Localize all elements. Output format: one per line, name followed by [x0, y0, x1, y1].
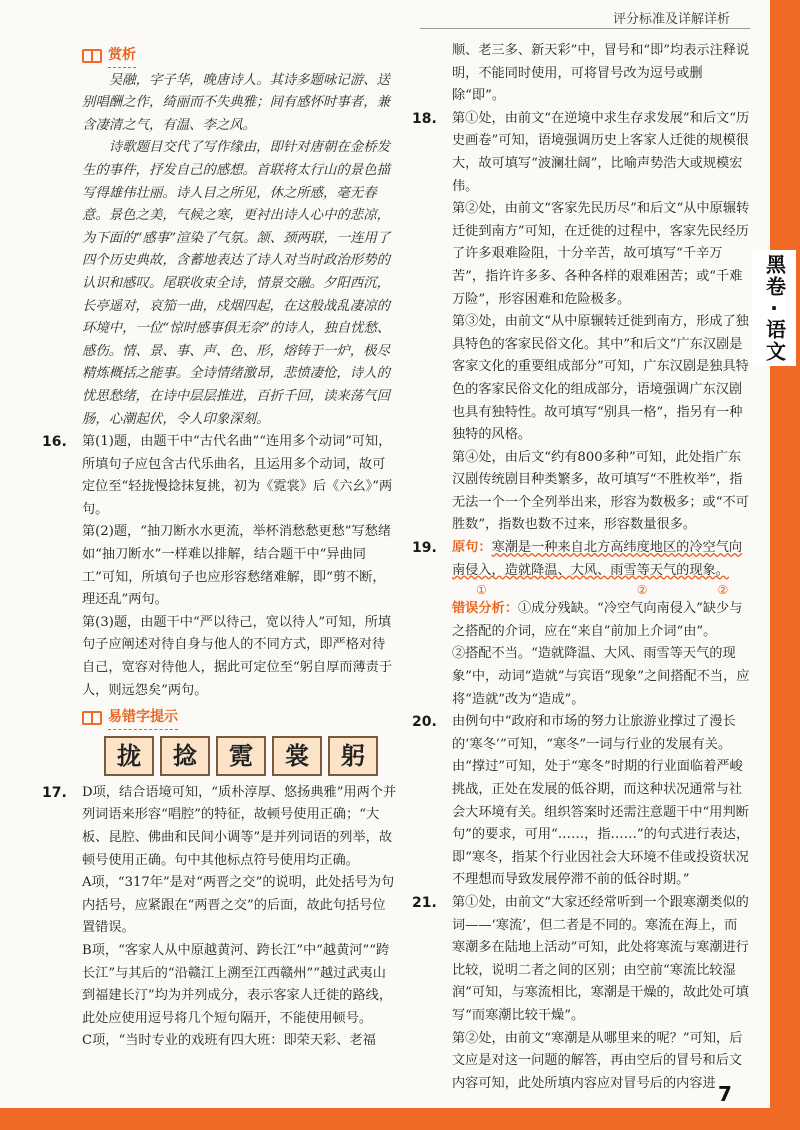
- original-text: 寒潮是一种来自北方高纬度地区的冷空气向南侵入，造就降温、大风、雨雪等天气的现象。: [452, 540, 743, 578]
- question-number: 20.: [412, 714, 437, 731]
- question-17-continued: [412, 40, 750, 108]
- answer-para: 第②处，由前文“客家先民历尽”和后文“从中原辗转迁徙到南方”可知，在迁徙的过程中，客家先民经历了许多艰难险阻，十分辛苦，故可填写“千辛万苦”，指许许多多、各种各样的艰难困苦；或“千难万险”，形容困难和危险极多。: [452, 201, 750, 307]
- answer-para: 顺、老三多、新天彩”中，冒号和“即”均表示注释说明，不能同时使用，可将冒号改为逗号或删除“即”。: [452, 43, 750, 104]
- right-margin-band: [770, 0, 800, 1108]
- answer-para: D项，结合语境可知，“质朴淳厚、悠扬典雅”用两个并列词语来形容“唱腔”的特征，故顿号使用正确；“大板、昆腔、佛曲和民间小调等”是并列词语的列举，故顿号使用正确。句中其他标点符号使用均正确。: [82, 784, 397, 868]
- answer-para: 第(1)题，由题干中“古代名曲”“连用多个动词”可知，所填句子应包含古代乐曲名，且运用多个动词，故可定位至“轻拢慢捻抹复挑，初为《霓裳》后《六幺》”两句。: [82, 434, 393, 517]
- side-tab-line2: 语文: [762, 318, 787, 363]
- answer-para: 由例句中“政府和市场的努力让旅游业撑过了漫长的‘寒冬’”可知，“寒冬”一词与行业的发展有关。由“撑过”可知，处于“寒冬”时期的行业面临着严峻挑战，正处在发展的低谷期，而这种状况通常与社会大环境有关。组织答案时还需注意题干中“用判断句”的要求，可用“……，指……”的句式进行表达，即“寒冬，指某个行业因社会大环境不佳或投资状况不理想而导致发展停滞不前的低谷时期。”: [452, 714, 750, 888]
- header-divider: [420, 28, 750, 29]
- answer-para: B项，“客家人从中原越黄河、跨长江”中“越黄河”“跨长江”与其后的“沿赣江上溯至江西赣州”“越过武夷山到福建长汀”均为并列成分，表示客家人迁徙的路线，此处应使用逗号将几个短句隔开，不能使用顿号。: [82, 942, 393, 1026]
- appreciation-text: [42, 70, 397, 432]
- right-column: [412, 40, 750, 1095]
- error-analysis: [452, 598, 750, 643]
- book-icon: [82, 49, 102, 63]
- error-mark: ①: [476, 583, 487, 598]
- question-20: [412, 711, 750, 892]
- appreciation-heading: [82, 44, 397, 68]
- left-column: [42, 40, 397, 1053]
- question-21: [412, 892, 750, 1095]
- answer-para: 第(3)题，由题干中“严以待己，宽以待人”可知，所填句子应阐述对待自身与他人的不同方式，即严格对待自己，宽容对待他人，据此可定位至“躬自厚而薄责于人，则远怨矣”两句。: [82, 614, 393, 698]
- typo-heading: [82, 706, 397, 730]
- typo-title: 易错字提示: [108, 706, 178, 730]
- typo-char: 捻: [160, 736, 210, 776]
- typo-char: 裳: [272, 736, 322, 776]
- typo-char: 躬: [328, 736, 378, 776]
- question-16: [42, 431, 397, 702]
- side-tab-dot: ·: [770, 295, 778, 320]
- question-number: 16.: [42, 434, 67, 451]
- subject-side-tab: [752, 250, 796, 366]
- question-number: 18.: [412, 110, 437, 127]
- question-19: [412, 537, 750, 711]
- error-mark: ②: [636, 583, 648, 598]
- answer-para: 第②处，由前文“寒潮是从哪里来的呢？”可知，后文应是对这一问题的解答，再由空后的冒号和后文内容可知，此处所填内容应对冒号后的内容进: [452, 1030, 743, 1091]
- answer-para: C项，“当时专业的戏班有四大班：即荣天彩、老福: [82, 1033, 376, 1049]
- error-mark: ②: [717, 583, 729, 598]
- error-marks: [452, 582, 750, 598]
- side-tab-line1: 黑卷: [762, 253, 787, 298]
- appreciation-title: 赏析: [108, 44, 136, 68]
- original-label: 原句：: [452, 540, 492, 556]
- answer-para: A项，“317年”是对“两晋之交”的说明，此处括号为句内括号，应紧跟在“两晋之交”的后面，故此句括号位置错误。: [82, 875, 395, 936]
- typo-char: 拢: [104, 736, 154, 776]
- appreciation-para: 吴融，字子华，晚唐诗人。其诗多题咏记游、送别唱酬之作，绮丽而不失典雅；间有感怀时事者，兼含凄清之气，有温、李之风。: [82, 72, 390, 133]
- page-number: 7: [718, 1082, 732, 1106]
- answer-para: 第(2)题，“抽刀断水水更流，举杯消愁愁更愁”写愁绪如“抽刀断水”一样难以排解，结合题干中“异曲同工”可知，所填句子也应形容愁绪难解，即“剪不断，理还乱”两句。: [82, 524, 392, 608]
- bottom-margin-band: [0, 1108, 800, 1130]
- answer-para: 第④处，由后文“约有800多种”可知，此处指广东汉剧传统剧目种类繁多，故可填写“不胜枚举”，指无法一个一个全列举出来，形容为数极多；或“不可胜数”，指数也数不过来，形容数量很多。: [452, 449, 749, 533]
- original-sentence: [452, 537, 750, 582]
- analysis-text: ②搭配不当。“造就降温、大风、雨雪等天气的现象”中，动词“造就”与宾语“现象”之间搭配不当，应将“造就”改为“造成”。: [452, 646, 750, 707]
- typo-char-list: [104, 736, 397, 776]
- question-17: [42, 782, 397, 1053]
- analysis-text: ①成分残缺。“冷空气向南侵入”缺少与之搭配的介词，应在“来自”前加上介词“由”。: [452, 601, 743, 639]
- question-number: 19.: [412, 540, 437, 557]
- answer-para: 第①处，由前文“大家还经常听到一个跟寒潮类似的词——‘寒流’，但二者是不同的。寒流在海上，而寒潮多在陆地上活动”可知，此处将寒流与寒潮进行比较，说明二者之间的区别；由空前“寒流比较湿润”可知，与寒流相比，寒潮是干燥的，故此处可填写“而寒潮比较干燥”。: [452, 894, 749, 1023]
- appreciation-para: 诗歌题目交代了写作缘由，即针对唐朝在金桥发生的事件，抒发自己的感想。首联将太行山的景色描写得雄伟壮丽。诗人目之所见，休之所感，毫无春意。景色之美，气候之寒，更衬出诗人心中的悲凉，为下面的“感事”渲染了气氛。颔、颈两联，一连用了四个历史典故，含蓄地表达了诗人对当时政治形势的认识和感叹。尾联收束全诗，情景交融。夕阳西沉，长亭遥对，哀笳一曲，戍烟四起，在这般战乱凄凉的环境中，一位“惊时感事俱无奈”的诗人，独自忧愁、感伤。情、景、事、声、色、形，熔铸于一炉，极尽精炼概括之能事。全诗情绪激昂，悲愤凄怆，诗人的忧思愁绪，在诗中层层推进，百折千回，读来荡气回肠，心潮起伏，令人印象深刻。: [82, 140, 391, 427]
- header-title: 评分标准及详解详析: [612, 12, 730, 27]
- analysis-label: 错误分析：: [452, 601, 518, 617]
- answer-para: 第①处，由前文“在逆境中求生存求发展”和后文“历史画卷”可知，语境强调历史上客家人迁徙的规模很大，故可填写“波澜壮阔”，比喻声势浩大或规模宏伟。: [452, 110, 750, 194]
- book-icon: [82, 711, 102, 725]
- question-number: 21.: [412, 894, 437, 911]
- question-18: [412, 108, 750, 537]
- question-number: 17.: [42, 784, 67, 801]
- answer-para: 第③处，由前文“从中原辗转迁徙到南方，形成了独具特色的客家民俗文化。其中”和后文“广东汉剧是客家文化的重要组成部分”可知，广东汉剧是独具特色的客家民俗文化的组成部分，语境强调广东汉剧也具有独特性。故可填写“别具一格”，指另有一种独特的风格。: [452, 314, 749, 443]
- typo-char: 霓: [216, 736, 266, 776]
